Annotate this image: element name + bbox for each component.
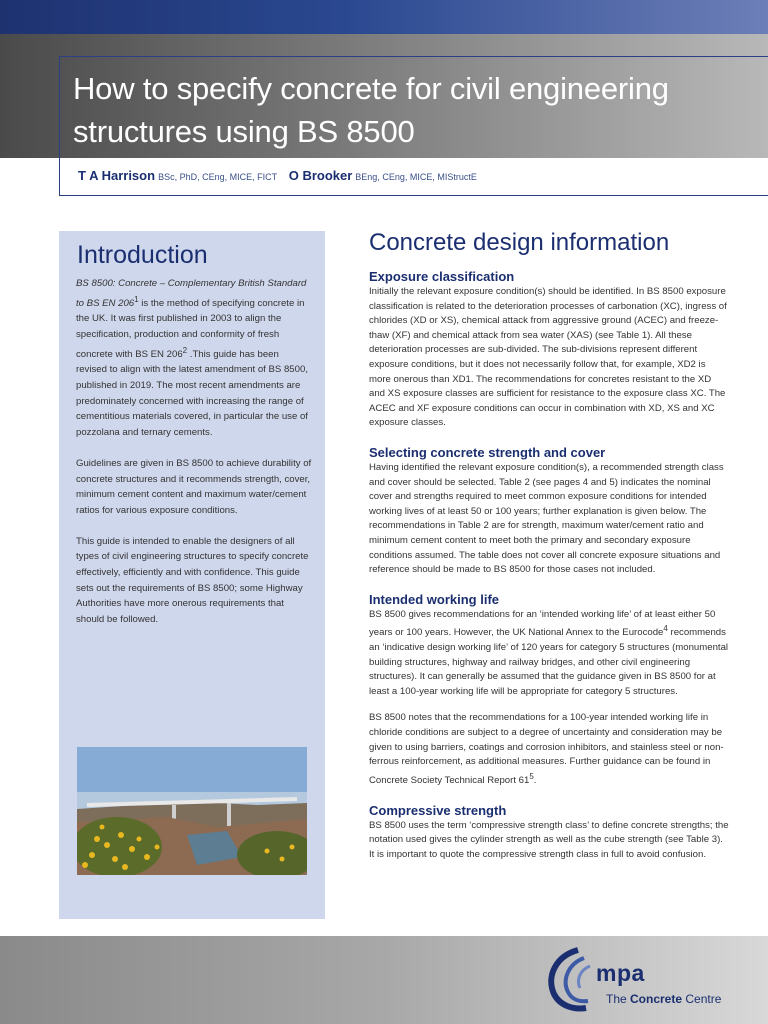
intro-text-part: .This guide has been revised to align with the latest amendment of BS 8500, published in 2019. The most recent amendments are predominately concerned with increasing the range of cementitious materials covered, in particular the use of pozzolana and ternary cements. (76, 348, 308, 438)
working-life-text-part: . (533, 775, 537, 786)
reference-marker: 2 (182, 345, 188, 355)
author-name: T A Harrison (78, 168, 156, 183)
intro-paragraph: This guide is intended to enable the designers of all types of civil engineering structures to specify concrete effectively, efficiently and with confidence. This guide sets out the requirements of BS 8500; some Highway Authorities have more onerous requirements that should be followed. (76, 535, 309, 625)
logo-subtitle-part: Centre (682, 992, 722, 1006)
working-life-text-part: BS 8500 notes that the recommendations for a 100-year intended working life in chloride conditions are subject to a degree of uncertainty and consideration may be given to using barriers, coatings and corrosion inhibitors, and stainless steel or non-ferrous reinforcement, as additional measures. Further guidance can be found in Concrete Society Technical Report 61 (369, 712, 724, 786)
strength-cover-heading: Selecting concrete strength and cover (369, 444, 606, 460)
compressive-strength-text: BS 8500 uses the term ‘compressive strength class’ to define concrete strengths; the notation used gives the cylinder strength as well as the cube strength (see Table 3). It is important to quote the compressive strength class in full to avoid confusion. (369, 819, 729, 860)
exposure-classification-text: Initially the relevant exposure condition(s) should be identified. In BS 8500 exposure classification is related to the deterioration processes of carbonation (XC), ingress of chlorides (XD or XS), chemical attack from aggressive ground (ACEC) and freeze-thaw (XF) and chemical attack from sea water (XAS) (see Table 1). All these deterioration processes are sub-divided. The sub-divisions represent different exposure conditions, but it does not necessarily follow that, for example, XD2 is more onerous than XD1. The recommendations for concretes resistant to the XD and XS exposure classes are sufficient for resistance to the exposure class XC. The ACEC and XF exposure conditions can occur in combination with XD, XS and XC exposure classes. (369, 286, 727, 429)
bridge-photo (77, 747, 307, 875)
working-life-text-part: BS 8500 gives recommendations for an ‘intended working life’ of at least either 50 years or 100 years. However, the UK National Annex to the Eurocode (369, 608, 716, 639)
standard-title: BS 8500: Concrete – Complementary British Standard to BS EN 206 (76, 278, 307, 309)
section-title: Concrete design information (369, 229, 670, 256)
compressive-strength-heading: Compressive strength (369, 802, 507, 818)
introduction-heading: Introduction (77, 241, 208, 269)
author-credentials: BEng, CEng, MICE, MIStructE (355, 172, 477, 182)
working-life-text-2 (369, 711, 729, 788)
logo-subtitle-part: The (606, 992, 631, 1006)
working-life-heading: Intended working life (369, 591, 500, 607)
reference-marker: 4 (663, 624, 668, 634)
author-name: O Brooker (288, 168, 353, 183)
intro-text-part: is the method of specifying concrete in the UK. It was first published in 2003 to align the specification, production and conformity of fresh concrete with BS EN 206 (76, 297, 305, 360)
working-life-text-part: recommends an ‘indicative design working life’ of 120 years for category 5 structures (monumental building structures, highway and railway bridges, and other civil engineering structures). It can generally be assumed that the guidance given in BS 8500 for at least a 100-year working life will be appropriate for category 5 structures. (369, 627, 729, 697)
bridge-photo-illustration (77, 747, 307, 875)
main-content (369, 229, 729, 876)
exposure-classification-heading: Exposure classification (369, 269, 515, 284)
introduction-sidebar (59, 231, 325, 919)
introduction-text (76, 276, 312, 643)
logo-subtitle-bold: Concrete (630, 992, 683, 1006)
strength-cover-text: Having identified the relevant exposure condition(s), a recommended strength class and cover should be selected. Table 2 (see pages 4 and 5) indicates the nominal cover and strengths required to meet common exposure conditions for intended working lives of at least 50 or 100 years; further explanation is given below. The recommendations in Table 2 are for strength, maximum water/cement ratio and minimum cement content to meet both the primary and secondary exposure conditions assumed. The table does not cover all concrete exposure situations and reference should be made to BS 8500 for those cases not included. (369, 461, 724, 576)
intro-paragraph (76, 276, 312, 440)
author-line (78, 168, 485, 183)
reference-marker: 1 (134, 294, 139, 304)
intro-paragraph: Guidelines are given in BS 8500 to achieve durability of concrete structures and it recommends strength, cover, minimum cement content and maximum water/cement ratios for various exposure conditions. (76, 457, 312, 516)
page-title: How to specify concrete for civil engineering structures using BS 8500 (73, 71, 669, 149)
working-life-text (369, 608, 729, 700)
logo-subtitle (606, 992, 721, 1006)
author-credentials: BSc, PhD, CEng, MICE, FICT (158, 172, 278, 182)
reference-marker: 5 (529, 771, 534, 781)
logo-wordmark: mpa (596, 960, 645, 986)
top-color-band (0, 0, 768, 34)
